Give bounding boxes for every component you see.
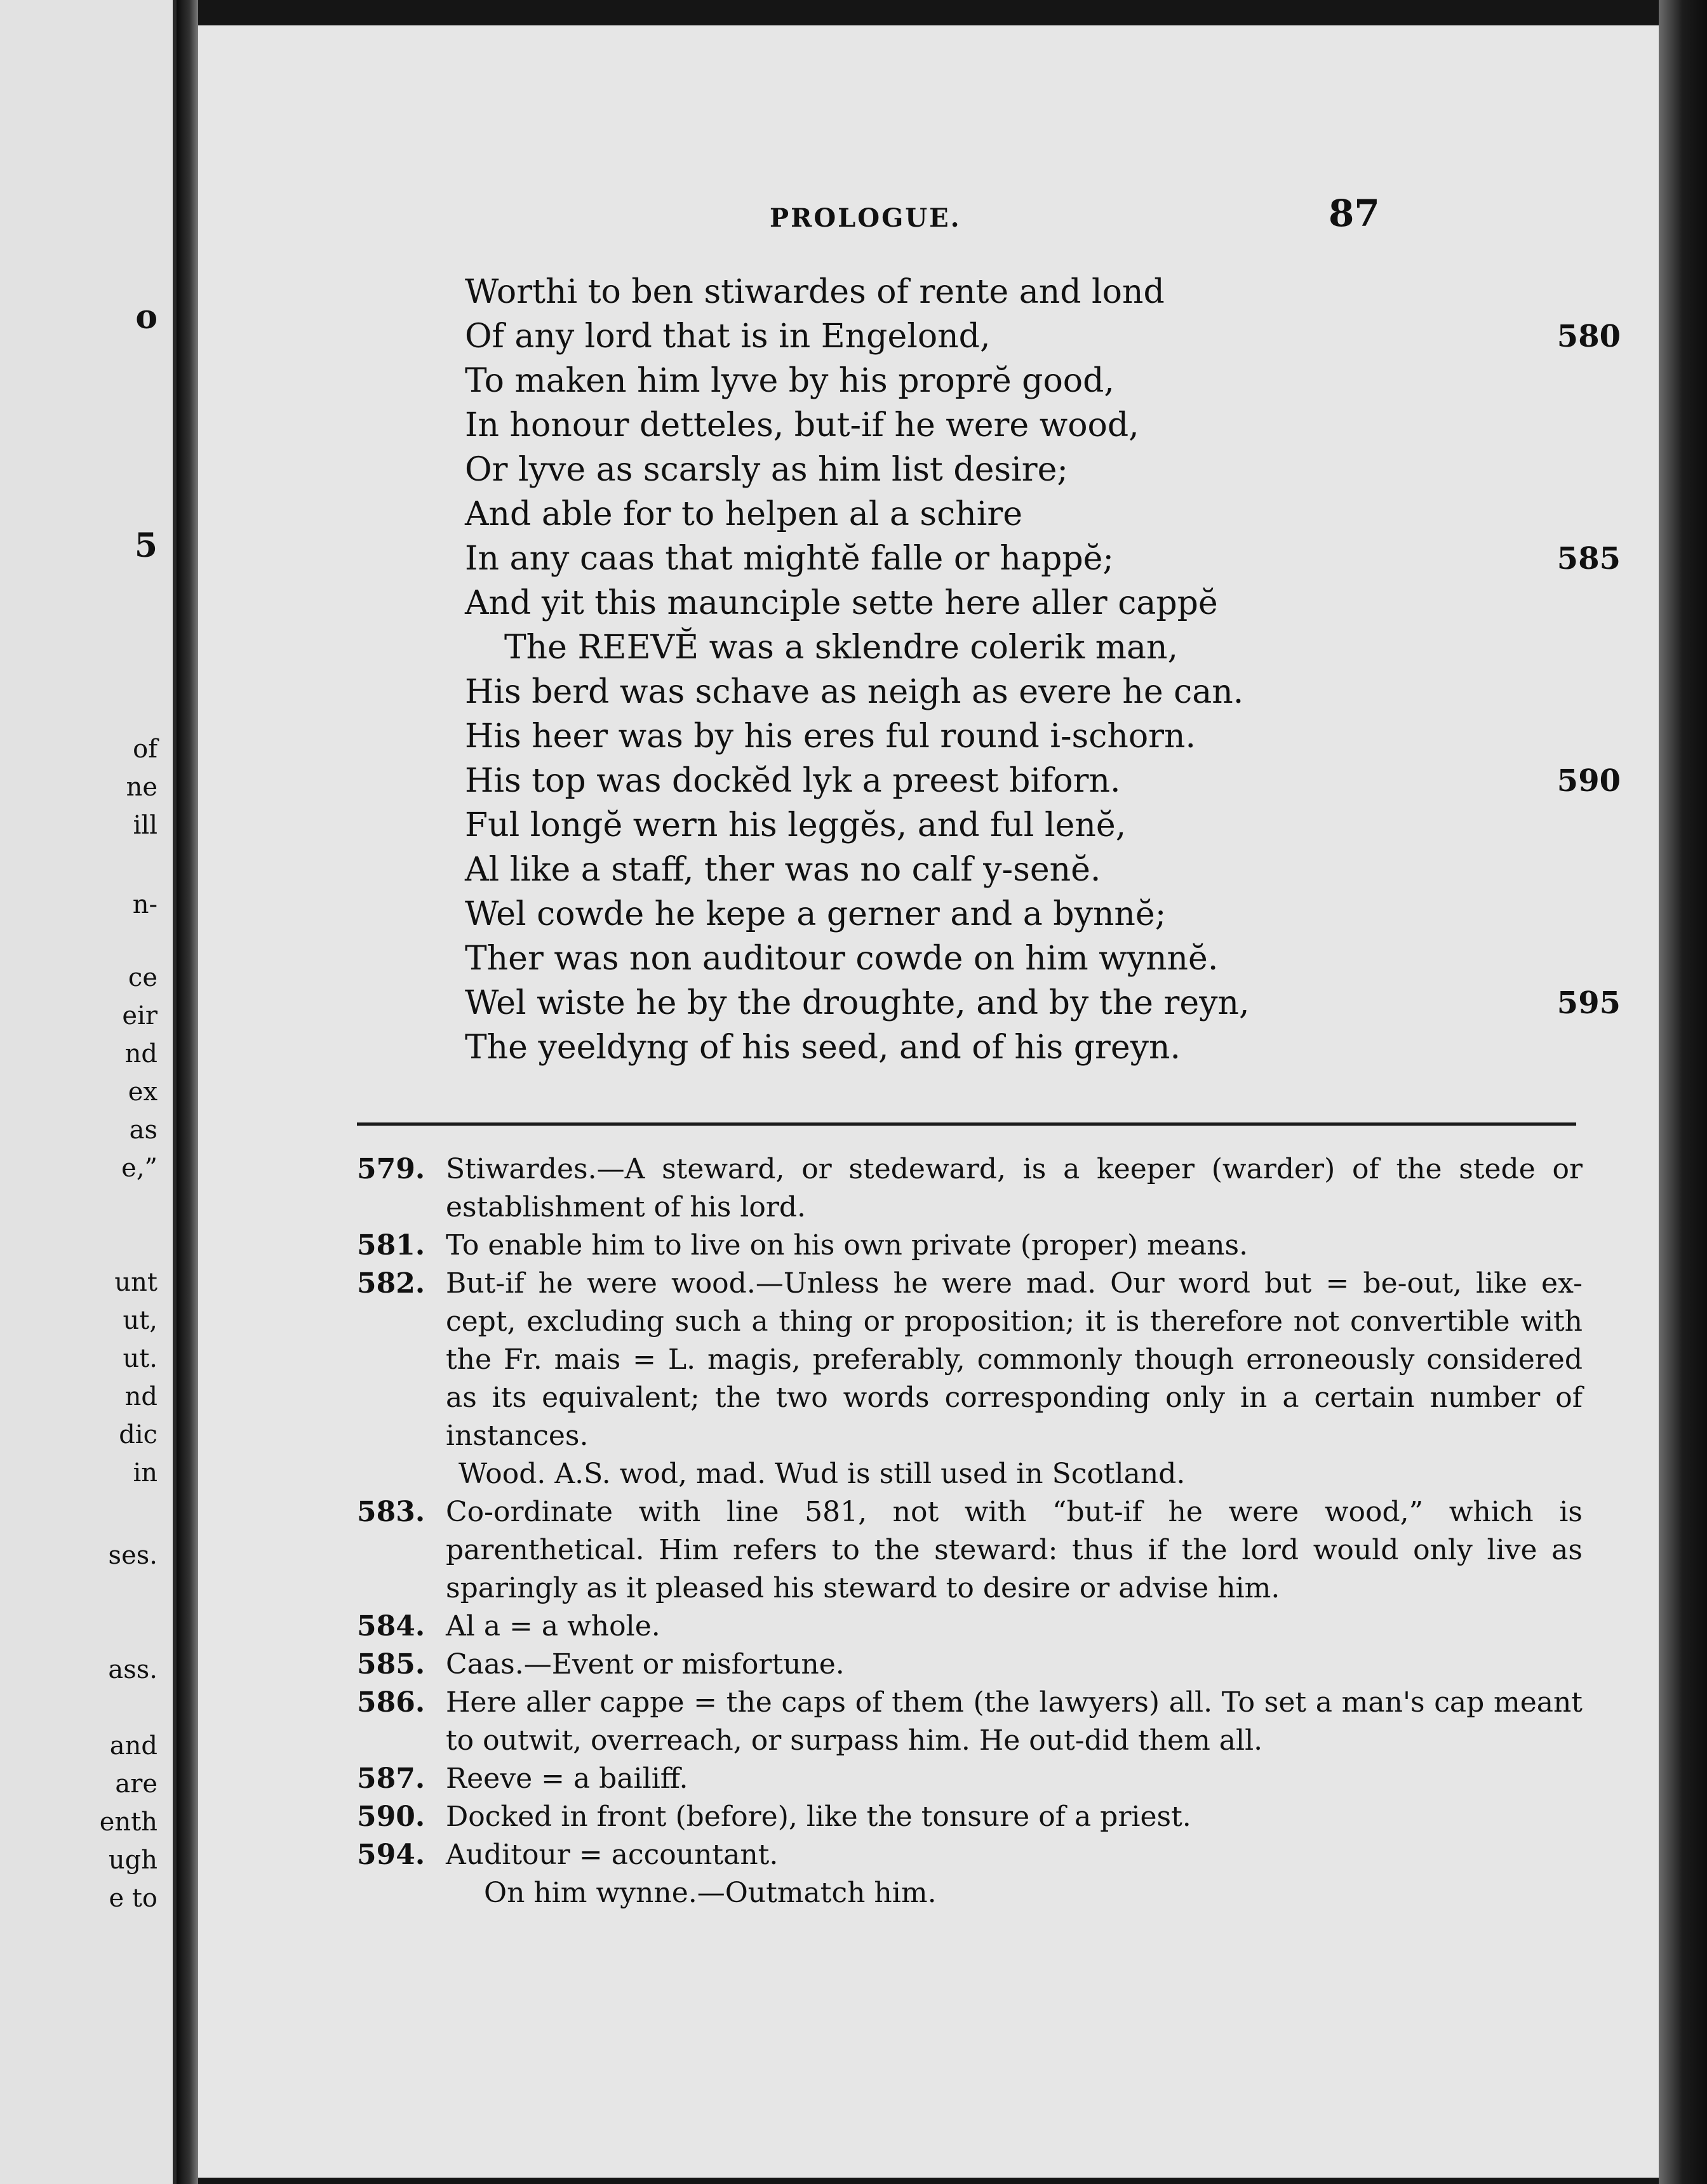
footnote <box>357 1798 1583 1836</box>
facing-page-fragment: nd <box>124 1382 157 1411</box>
footnote <box>357 1265 1583 1455</box>
facing-page-fragment: and <box>109 1731 157 1761</box>
footnote-number: 584. <box>357 1610 425 1642</box>
facing-page-fragment: e,” <box>121 1154 157 1183</box>
footnote-text: Wood. A.S. wod, mad. Wud is still used in Scotland. <box>459 1458 1186 1490</box>
footnote-text: Reeve = a bailiff. <box>446 1762 688 1795</box>
verse-line-text: Al like a staff, ther was no calf y-senĕ. <box>465 851 1101 889</box>
footnote <box>357 1646 1583 1684</box>
verse-line <box>465 670 1621 714</box>
facing-page-fragment: ass. <box>108 1655 157 1684</box>
verse-line-text: And yit this maunciple sette here aller cappĕ <box>465 584 1218 622</box>
verse-line <box>465 759 1621 803</box>
verse-line <box>465 1025 1621 1070</box>
verse-line-text: Worthi to ben stiwardes of rente and lond <box>465 273 1165 311</box>
verse-line <box>465 448 1621 492</box>
facing-page-fragment: as <box>129 1115 157 1145</box>
facing-page-fragment: o <box>135 298 157 336</box>
facing-page-fragment: ses. <box>108 1541 157 1570</box>
facing-page-fragment: unt <box>114 1268 157 1297</box>
footnote-continuation <box>357 1874 1583 1912</box>
verse-line-text: Wel wiste he by the droughte, and by the reyn, <box>465 984 1250 1022</box>
facing-page-fragment: ut. <box>123 1344 157 1373</box>
footnote <box>357 1684 1583 1760</box>
footnote-number: 581. <box>357 1229 425 1262</box>
page-edge-shadow <box>1659 0 1707 2184</box>
facing-page-fragment: eir <box>122 1001 157 1030</box>
verse-line-text: The yeeldyng of his seed, and of his greyn. <box>465 1029 1181 1067</box>
footnote-number: 582. <box>357 1267 425 1300</box>
verse-line <box>465 936 1621 981</box>
footnote-number: 583. <box>357 1496 425 1528</box>
footnote-text: Caas.—Event or misfortune. <box>446 1648 845 1681</box>
facing-page-fragment: 5 <box>134 526 157 565</box>
verse-line <box>465 714 1621 759</box>
book-gutter <box>177 0 198 2184</box>
verse-line <box>465 625 1621 670</box>
line-number: 580 <box>1556 319 1621 354</box>
verse-line-text: Ther was non auditour cowde on him wynnĕ. <box>465 940 1219 978</box>
book-page <box>198 25 1659 2178</box>
footnote-text: Co-ordinate with line 581, not with “but-if he were wood,” which is parenthetical. Him refers to the steward: thus if the lord would only live as sparingly as it pleased his steward to desire or advise him. <box>446 1496 1583 1604</box>
footnote <box>357 1836 1583 1874</box>
footnote-number: 585. <box>357 1648 425 1681</box>
running-head: PROLOGUE. <box>770 203 961 233</box>
footnote-text: On him wynne.—Outmatch him. <box>484 1877 937 1909</box>
footnote-text: Docked in front (before), like the tonsure of a priest. <box>446 1801 1191 1833</box>
verse-line <box>465 536 1621 581</box>
verse-line-text: Of any lord that is in Engelond, <box>465 317 991 356</box>
verse-line <box>465 403 1621 448</box>
footnote <box>357 1150 1583 1227</box>
footnote-number: 590. <box>357 1801 425 1833</box>
footnote-text: Al a = a whole. <box>446 1610 660 1642</box>
facing-page-fragment: ne <box>126 773 157 802</box>
footnote <box>357 1608 1583 1646</box>
verse-line <box>465 492 1621 536</box>
footnote-number: 587. <box>357 1762 425 1795</box>
facing-page-fragment: dic <box>119 1420 157 1449</box>
footnote-text: Auditour = accountant. <box>446 1839 779 1871</box>
footnote <box>357 1493 1583 1608</box>
line-number: 595 <box>1556 985 1621 1021</box>
verse-line <box>465 581 1621 625</box>
facing-page-fragment: enth <box>99 1808 157 1837</box>
facing-page-fragment: e to <box>109 1884 157 1913</box>
facing-page-fragment: n- <box>132 890 157 919</box>
footnote-rule <box>357 1122 1576 1126</box>
verse-line <box>465 848 1621 892</box>
verse-line <box>465 981 1621 1025</box>
footnote-continuation <box>357 1455 1583 1493</box>
facing-page-strip <box>0 0 177 2184</box>
verse-line-text: Ful longĕ wern his leggĕs, and ful lenĕ, <box>465 806 1127 844</box>
verse-line-text: And able for to helpen al a schire <box>465 495 1022 533</box>
footnote-number: 579. <box>357 1153 425 1185</box>
facing-page-fragment: ce <box>128 963 157 992</box>
verse-line-text: Wel cowde he kepe a gerner and a bynnĕ; <box>465 895 1167 933</box>
verse-line <box>465 270 1621 314</box>
line-number: 590 <box>1556 763 1621 799</box>
footnote <box>357 1760 1583 1798</box>
facing-page-fragment: ex <box>128 1077 157 1107</box>
facing-page-fragment: in <box>133 1458 157 1488</box>
facing-page-fragment: nd <box>124 1039 157 1069</box>
facing-page-fragment: are <box>115 1769 157 1799</box>
line-number: 585 <box>1556 541 1621 576</box>
footnote <box>357 1227 1583 1265</box>
footnote-text: Stiwardes.—A steward, or stedeward, is a keeper (warder) of the stede or establishment of his lord. <box>446 1153 1583 1223</box>
footnote-text: Here aller cappe = the caps of them (the lawyers) all. To set a man's cap meant to outwit, overreach, or surpass him. He out-did them all. <box>446 1686 1583 1757</box>
verse-line-text: The REEVĔ was a sklendre colerik man, <box>504 629 1179 667</box>
footnotes <box>357 1150 1583 1912</box>
verse-line-text: His heer was by his eres ful round i-schorn. <box>465 717 1196 756</box>
verse-line-text: In honour detteles, but-if he were wood, <box>465 406 1139 444</box>
verse-line <box>465 892 1621 936</box>
verse-line <box>465 359 1621 403</box>
footnote-text: But-if he were wood.—Unless he were mad. Our word but = be-out, like ex-cept, excluding such a thing or proposition; it is therefore not convertible with the Fr. mais = L. magis, preferably, commonly though erroneously considered as its equivalent; the two words corresponding only in a certain number of instances. <box>446 1267 1583 1452</box>
verse-block <box>465 270 1621 1070</box>
footnote-number: 586. <box>357 1686 425 1719</box>
verse-line-text: His berd was schave as neigh as evere he can. <box>465 673 1244 711</box>
verse-line-text: To maken him lyve by his proprĕ good, <box>465 362 1115 400</box>
facing-page-fragment: of <box>133 735 157 764</box>
verse-line <box>465 314 1621 359</box>
facing-page-fragment: ugh <box>108 1846 157 1875</box>
footnote-number: 594. <box>357 1839 425 1871</box>
verse-line <box>465 803 1621 848</box>
facing-page-fragment: ut, <box>123 1306 157 1335</box>
facing-page-fragment: ill <box>133 811 157 840</box>
footnote-text: To enable him to live on his own private (proper) means. <box>446 1229 1248 1262</box>
page-number: 87 <box>1329 192 1380 235</box>
verse-line-text: In any caas that mightĕ falle or happĕ; <box>465 540 1114 578</box>
verse-line-text: His top was dockĕd lyk a preest biforn. <box>465 762 1121 800</box>
verse-line-text: Or lyve as scarsly as him list desire; <box>465 451 1068 489</box>
